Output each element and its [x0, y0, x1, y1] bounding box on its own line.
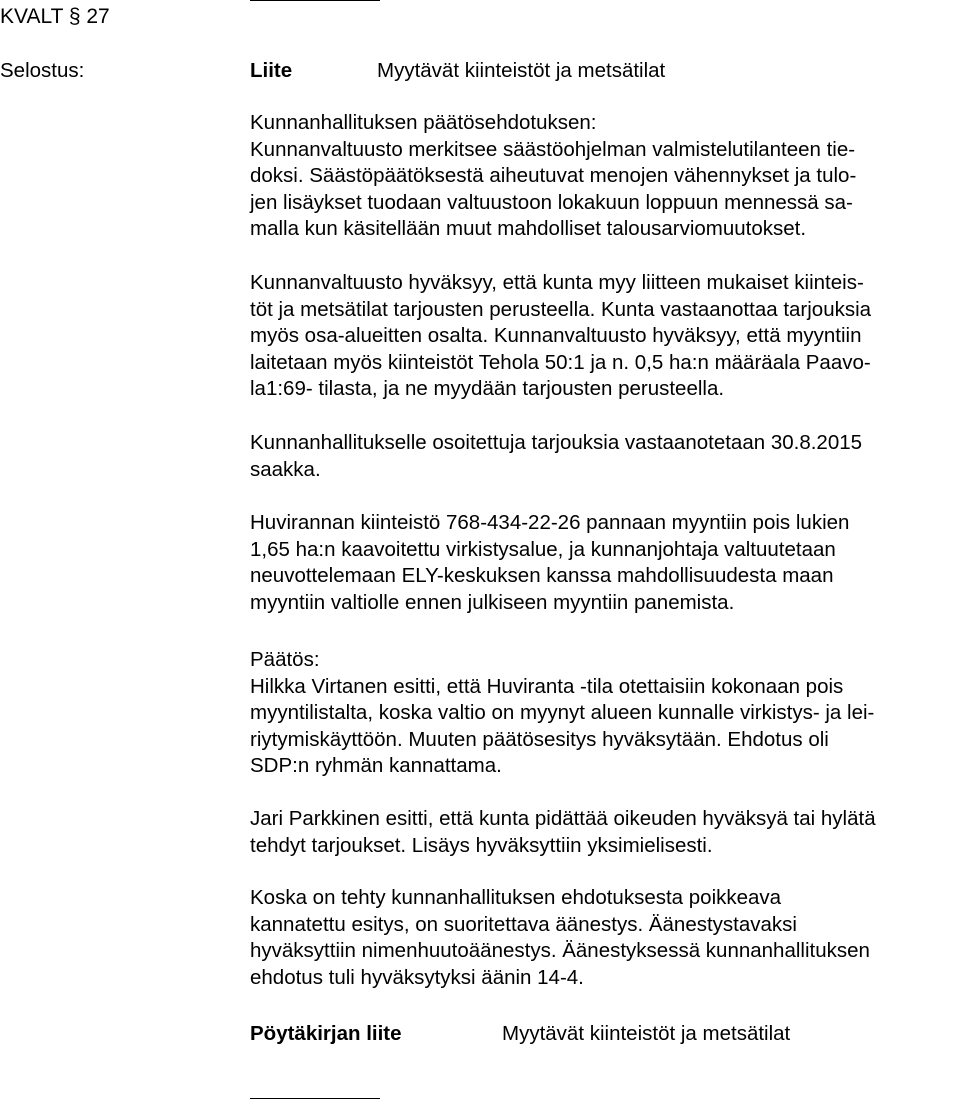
paragraph-offer-deadline — [250, 430, 955, 483]
decision-heading: Päätös: — [250, 648, 320, 671]
text-line: riytymiskäyttöön. Muuten päätösesitys hyväksytään. Ehdotus oli — [250, 727, 829, 751]
text-line: malla kun käsitellään muut mahdolliset talousarviomuutokset. — [250, 217, 807, 240]
text-line: töt ja metsätilat tarjousten perusteella. Kunta vastaanottaa tarjouksia — [250, 297, 872, 321]
liite-label: Liite — [250, 59, 293, 82]
selostus-label: Selostus: — [0, 59, 85, 82]
minutes-appendix-title: Myytävät kiinteistöt ja metsätilat — [502, 1022, 791, 1045]
text-line: Kunnanvaltuusto merkitsee säästöohjelman valmistelutilanteen tie- — [250, 137, 856, 161]
text-line: myös osa-alueitten osalta. Kunnanvaltuusto hyväksyy, että myyntiin — [250, 324, 862, 347]
section-title: KVALT § 27 — [0, 5, 110, 28]
text-line: neuvottelemaan ELY-keskuksen kanssa mahdollisuudesta maan — [250, 564, 834, 587]
minutes-appendix-label: Pöytäkirjan liite — [250, 1022, 402, 1045]
text-line: myyntilistalta, koska valtio on myynyt alueen kunnalle virkistys- ja lei- — [250, 701, 875, 724]
text-line: Hilkka Virtanen esitti, että Huviranta -tila otettaisiin kokonaan pois — [250, 674, 844, 698]
top-separator-line — [250, 0, 380, 1]
text-line: la1:69- tilasta, ja ne myydään tarjousten perusteella. — [250, 377, 725, 400]
paragraph-decision — [250, 647, 955, 780]
paragraph-parkkinen — [250, 806, 955, 859]
text-line: 1,65 ha:n kaavoitettu virkistysalue, ja kunnanjohtaja valtuutetaan — [250, 537, 836, 561]
text-line: tehdyt tarjoukset. Lisäys hyväksyttiin yksimielisesti. — [250, 833, 713, 857]
text-line: kannatettu esitys, on suoritettava äänestys. Äänestystavaksi — [250, 912, 797, 936]
text-line: Jari Parkkinen esitti, että kunta pidättää oikeuden hyväksyä tai hylätä — [250, 807, 876, 830]
text-line: Kunnanhallituksen päätösehdotuksen: — [250, 111, 597, 134]
text-line: hyväksyttiin nimenhuutoäänestys. Äänestyksessä kunnanhallituksen — [250, 939, 870, 962]
paragraph-sale-approval — [250, 270, 955, 403]
text-line: myyntiin valtiolle ennen julkiseen myyntiin panemista. — [250, 590, 735, 614]
text-line: jen lisäykset tuodaan valtuustoon lokakuun loppuun mennessä sa- — [250, 190, 853, 214]
text-line: Koska on tehty kunnanhallituksen ehdotuksesta poikkeava — [250, 886, 782, 909]
text-line: ehdotus tuli hyväksytyksi äänin 14-4. — [250, 965, 584, 989]
paragraph-huviranta — [250, 510, 955, 616]
text-line: doksi. Säästöpäätöksestä aiheutuvat menojen vähennykset ja tulo- — [250, 164, 857, 187]
paragraph-proposal — [250, 110, 955, 243]
text-line: Kunnanvaltuusto hyväksyy, että kunta myy liitteen mukaiset kiinteis- — [250, 271, 864, 294]
text-line: laitetaan myös kiinteistöt Tehola 50:1 ja n. 0,5 ha:n määräala Paavo- — [250, 350, 871, 374]
text-line: saakka. — [250, 457, 321, 481]
bottom-separator-line — [250, 1098, 380, 1099]
paragraph-vote — [250, 885, 955, 991]
text-line: Huvirannan kiinteistö 768-434-22-26 pannaan myyntiin pois lukien — [250, 511, 850, 534]
text-line: SDP:n ryhmän kannattama. — [250, 754, 502, 777]
liite-title: Myytävät kiinteistöt ja metsätilat — [377, 59, 666, 82]
text-line: Kunnanhallitukselle osoitettuja tarjouksia vastaanotetaan 30.8.2015 — [250, 431, 863, 454]
